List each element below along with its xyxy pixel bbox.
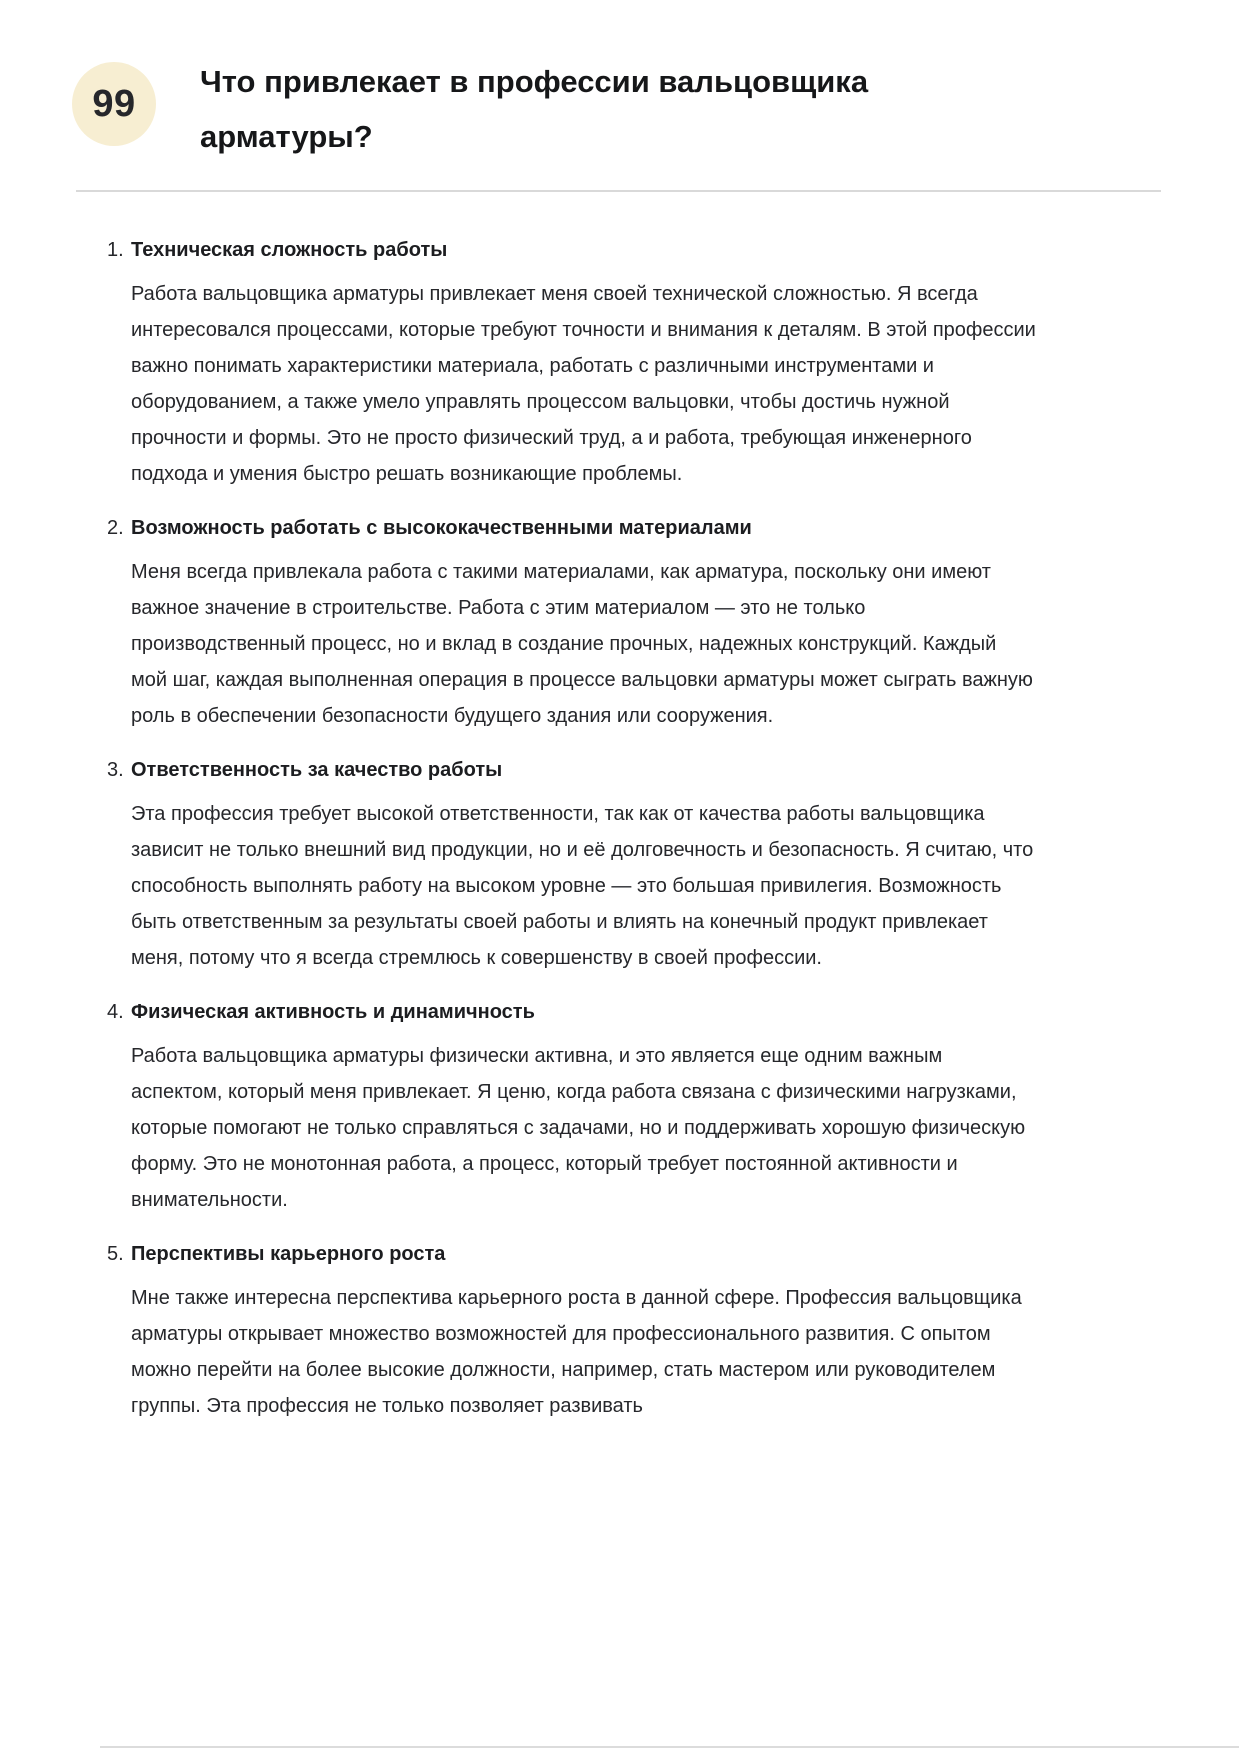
item-body: Эта профессия требует высокой ответственности, так как от качества работы вальцовщика зависит не только внешний вид продукции, но и её долговечность и безопасность. Я считаю, что способность выполнять работу на высоком уровне — это большая привилегия. Возможность быть ответственным за результаты своей работы и влиять на конечный продукт привлекает меня, потому что я всегда стремлюсь к совершенству в своей профессии. — [131, 803, 1034, 969]
item-content — [131, 510, 1036, 734]
item-heading: Возможность работать с высококачественными материалами — [131, 517, 752, 539]
page-bottom-divider — [100, 1746, 1239, 1748]
header-divider — [76, 190, 1161, 192]
item-number: 3. — [107, 759, 124, 781]
item-number: 4. — [107, 1001, 124, 1023]
item-heading: Перспективы карьерного роста — [131, 1243, 446, 1265]
item-body: Мне также интересна перспектива карьерного роста в данной сфере. Профессия вальцовщика арматуры открывает множество возможностей для профессионального развития. С опытом можно перейти на более высокие должности, например, стать мастером или руководителем группы. Эта профессия не только позволяет развивать — [131, 1287, 1022, 1417]
item-content — [131, 1236, 1036, 1424]
list-item — [107, 510, 1139, 734]
item-number: 1. — [107, 239, 124, 261]
page-title: Что привлекает в профессии вальцовщика арматуры? — [200, 64, 869, 154]
item-number: 5. — [107, 1243, 124, 1265]
list-item — [107, 752, 1139, 976]
item-content — [131, 752, 1036, 976]
item-heading: Техническая сложность работы — [131, 239, 448, 261]
question-number: 99 — [92, 82, 136, 125]
item-content — [131, 994, 1036, 1218]
item-body: Меня всегда привлекала работа с такими материалами, как арматура, поскольку они имеют важное значение в строительстве. Работа с этим материалом — это не только производственный процесс, но и вклад в создание прочных, надежных конструкций. Каждый мой шаг, каждая выполненная операция в процессе вальцовки арматуры может сыграть важную роль в обеспечении безопасности будущего здания или сооружения. — [131, 561, 1033, 727]
item-heading: Ответственность за качество работы — [131, 759, 503, 781]
question-number-badge — [72, 62, 156, 146]
item-content — [131, 232, 1036, 492]
item-heading: Физическая активность и динамичность — [131, 1001, 535, 1023]
list-item — [107, 232, 1139, 492]
list-item — [107, 1236, 1139, 1424]
list-item — [107, 994, 1139, 1218]
question-header — [0, 0, 1239, 164]
item-body: Работа вальцовщика арматуры физически активна, и это является еще одним важным аспектом, который меня привлекает. Я ценю, когда работа связана с физическими нагрузками, которые помогают не только справляться с задачами, но и поддерживать хорошую физическую форму. Это не монотонная работа, а процесс, который требует постоянной активности и внимательности. — [131, 1045, 1026, 1211]
answer-list — [0, 232, 1239, 1424]
item-number: 2. — [107, 517, 124, 539]
item-body: Работа вальцовщика арматуры привлекает меня своей технической сложностью. Я всегда интересовался процессами, которые требуют точности и внимания к деталям. В этой профессии важно понимать характеристики материала, работать с различными инструментами и оборудованием, а также умело управлять процессом вальцовки, чтобы достичь нужной прочности и формы. Это не просто физический труд, а и работа, требующая инженерного подхода и умения быстро решать возникающие проблемы. — [131, 283, 1036, 485]
